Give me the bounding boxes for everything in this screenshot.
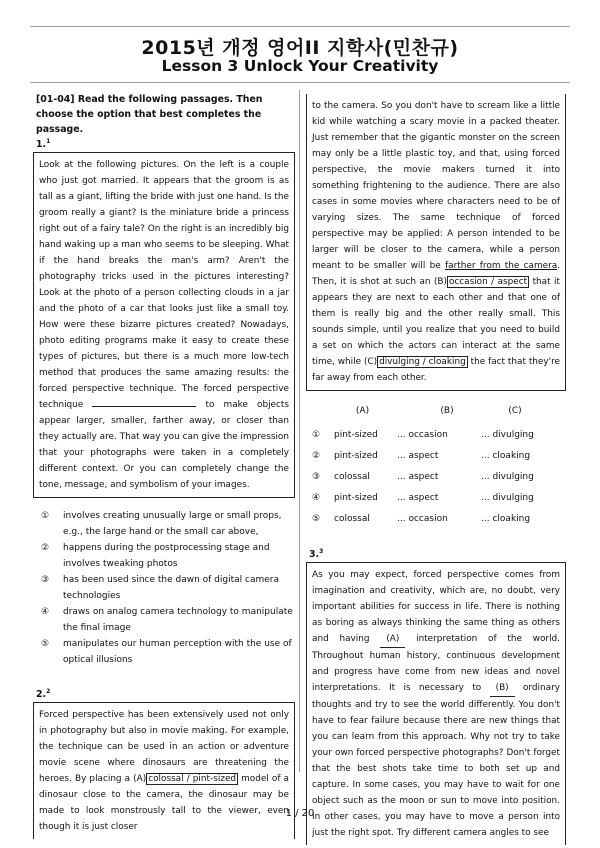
blank-a: (A) [380, 631, 405, 648]
option-1[interactable]: ① involves creating unusually large or small props, e.g., the large hand or the small car above, [41, 511, 282, 538]
question-1-passage [33, 152, 295, 498]
top-rule [30, 26, 570, 27]
answer-table-header: (A) (B) (C) [355, 406, 522, 416]
passage-text: to make objects appear larger, smaller, farther away, or closer than they actually are. That way you can give the impression that your photographs were taken in a completely different context. Or you can completely change the tone, message, and symbolism of your images. [39, 400, 290, 491]
question-1-options [41, 508, 295, 668]
passage-text: Look at the following pictures. On the left is a couple who just got married. It appears that the groom is as tall as a giant, lifting the bride with just one hand. Is the groom really a giant? Is the miniature bride a princess right out of a fairy tale? On the right is an incredibly big hand waking up a man who seems to be sleeping. What if the hand breaks the man's arm? Aren't the photography tricks used in the pictures interesting? Look at the photo of a person collecting clouds in a jar and the photo of a car that looks just like a small toy. How were these bizarre pictures created? Nowadays, photo editing programs make it easy to create these types of pictures, but there is a much more low-tech method that produces the same amazing results: the forced perspective technique. The forced perspective technique [39, 160, 289, 411]
answer-row-4[interactable]: ④ pint-sized ... aspect ... divulging [312, 493, 534, 503]
underlined-phrase: farther from the camera [445, 261, 558, 271]
answer-row-2[interactable]: ② pint-sized ... aspect ... cloaking [312, 451, 531, 461]
choice-box-c: divulging / cloaking [379, 357, 466, 367]
column-divider [299, 90, 300, 772]
page-number: 1 / 20 [285, 808, 315, 819]
answer-row-5[interactable]: ⑤ colossal ... occasion ... cloaking [312, 514, 531, 524]
header-rule [30, 82, 570, 83]
question-2-number: 2.$^2$ [36, 688, 51, 701]
question-3-passage: As you may expect, forced perspective comes from imagination and creativity, which are, no doubt, very important abilities for success in life. There is nothing as boring as always thinking the same thing as others and having (A) interpretation of the world. Throughout human history, continuous development and progress have come from new ideas and novel interpretations. It is necessary to (B) ordinary thoughts and try to see the world differently. You don't have to fear failure because there are new things that you can learn from this approach. Why not try to take your own forced perspective photographs? Don't forget that the best shots take time to both set up and capture. In some cases, you may have to wait for one object such as the moon or sun to move into position. In other cases, you may have to move a person into just the right spot. Try different camera angles to see [306, 562, 566, 845]
choice-box-a: colossal / pint-sized [148, 774, 237, 785]
blank-b: (B) [490, 680, 515, 697]
option-5[interactable]: ⑤ manipulates our human perception with the use of optical illusions [41, 639, 292, 666]
option-3[interactable]: ③ has been used since the dawn of digital camera technologies [41, 575, 279, 602]
question-3-number: 3.$^3$ [309, 548, 324, 561]
choice-box-b: occasion / aspect [448, 277, 528, 287]
answer-blank [92, 397, 196, 407]
page-title: 2015년 개정 영어II 지학사(민찬규) [141, 37, 459, 59]
instructions: [01-04] Read the following passages. Then choose the option that best completes the passage. [36, 94, 263, 135]
left-column [33, 92, 295, 839]
question-2-passage-part-2: to the camera. So you don't have to scream like a little kid while watching a scary movie in a packed theater. Just remember that the gigantic monster on the screen may only be a little plastic toy, and that, using forced perspective, the movie makers turned it into something frightening to the audience. There are also cases in some movies where characters need to be of varying sizes. The same technique of forced perspective may be applied: A person intended to be larger will be closer to the camera, while a person meant to be smaller will be farther from the camera. Then, it is shot at such an (B) occasion / aspect that it appears they are next to each other and that one of them is really big and the other really small. This sounds simple, until you realize that you need to build a set on which the actors can interact at the same time, while (C) divulging / cloaking the fact that they're far away from each other. [306, 94, 566, 391]
answer-table [306, 425, 566, 530]
option-2[interactable]: ② happens during the postprocessing stage and involves tweaking photos [41, 543, 270, 570]
question-1-number: 1.$^1$ [36, 138, 51, 151]
option-4[interactable]: ④ draws on analog camera technology to manipulate the final image [41, 607, 293, 634]
right-column [306, 94, 566, 845]
answer-row-1[interactable]: ① pint-sized ... occasion ... divulging [312, 430, 534, 440]
lesson-subtitle: Lesson 3 Unlock Your Creativity [161, 57, 439, 75]
question-2-passage-part-1: Forced perspective has been extensively used not only in photography but also in movie making. For example, the technique can be used in an action or adventure movie scene where dinosaurs are threatening the heroes. By placing a (A) colossal / pint-sized model of a dinosaur close to the camera, the dinosaur may be made to look monstrously tall to the viewer, even though it is just closer [33, 702, 295, 839]
answer-row-3[interactable]: ③ colossal ... aspect ... divulging [312, 472, 534, 482]
